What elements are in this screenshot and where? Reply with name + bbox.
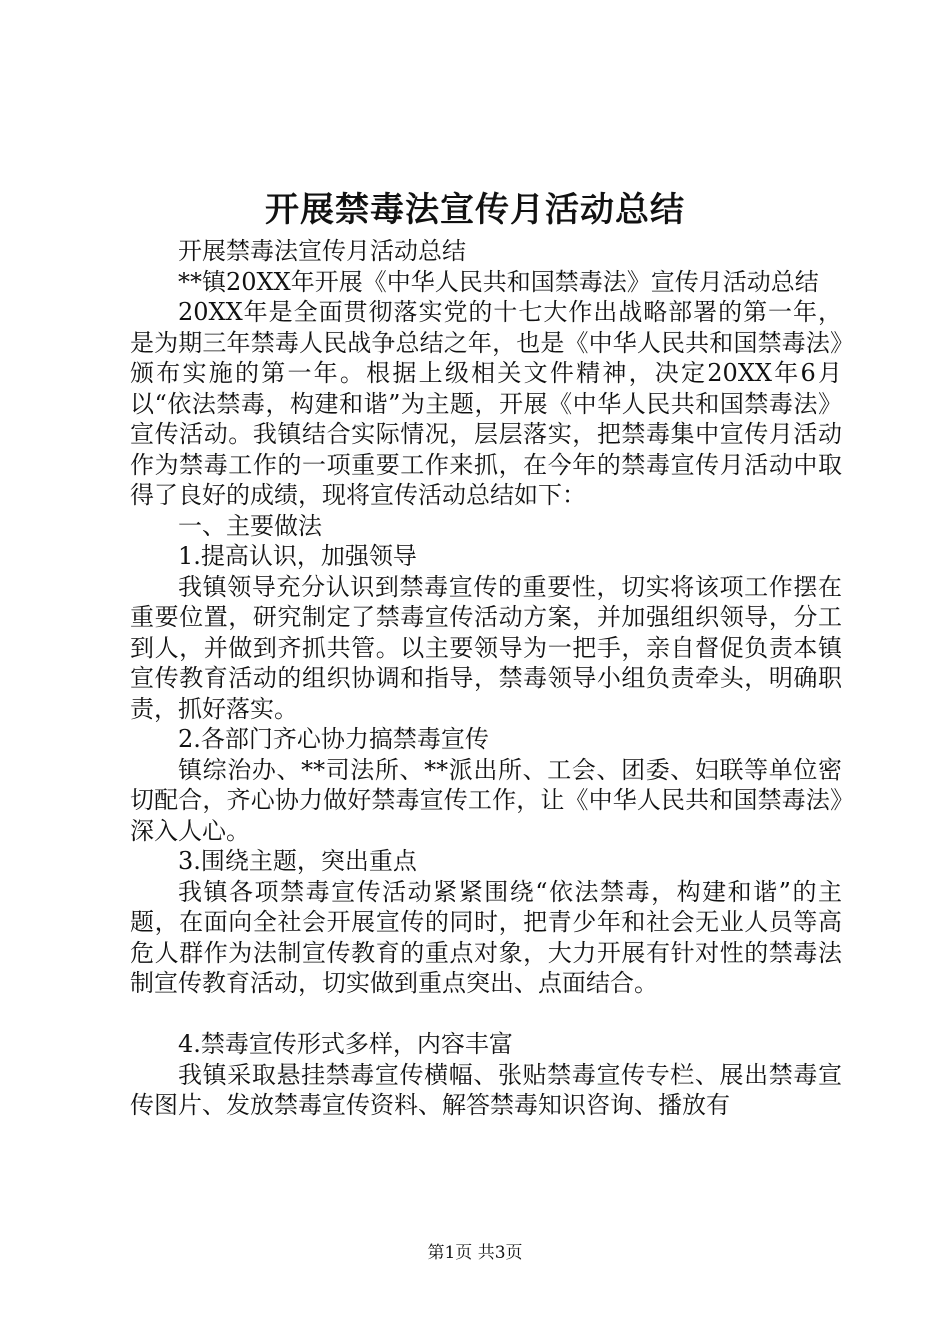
subheading-3: 3.围绕主题，突出重点 — [178, 847, 417, 875]
paragraph-4: 我镇采取悬挂禁毒宣传横幅、张贴禁毒宣传专栏、展出禁毒宣传图片、发放禁毒宣传资料、解答禁毒知识咨询、播放有 — [130, 1060, 842, 1119]
document-title: 开展禁毒法宣传月活动总结 — [265, 190, 685, 230]
subheading-4: 4.禁毒宣传形式多样，内容丰富 — [178, 1030, 513, 1058]
section-heading-main-methods: 一、主要做法 — [178, 511, 322, 540]
paragraph-3: 我镇各项禁毒宣传活动紧紧围绕“依法禁毒，构建和谐”的主题，在面向全社会开展宣传的同时，把青少年和社会无业人员等高危人群作为法制宣传教育的重点对象，大力开展有针对性的禁毒法制宣传教育活动，切实做到重点突出、点面结合。 — [130, 877, 842, 997]
subheading-2: 2.各部门齐心协力搞禁毒宣传 — [178, 725, 489, 753]
paragraph-1: 我镇领导充分认识到禁毒宣传的重要性，切实将该项工作摆在重要位置，研究制定了禁毒宣传活动方案，并加强组织领导，分工到人，并做到齐抓共管。以主要领导为一把手，亲自督促负责本镇宣传教育活动的组织协调和指导，禁毒领导小组负责牵头，明确职责，抓好落实。 — [130, 572, 842, 723]
page-footer: 第1页 共3页 — [427, 1243, 523, 1263]
paragraph-subtitle: **镇20XX年开展《中华人民共和国禁毒法》宣传月活动总结 — [178, 267, 819, 296]
paragraph-heading-repeat: 开展禁毒法宣传月活动总结 — [178, 237, 466, 265]
subheading-1: 1.提高认识，加强领导 — [178, 542, 417, 570]
document-body — [130, 236, 842, 1121]
paragraph-2: 镇综治办、**司法所、**派出所、工会、团委、妇联等单位密切配合，齐心协力做好禁毒宣传工作，让《中华人民共和国禁毒法》深入人心。 — [130, 755, 842, 845]
paragraph-intro: 20XX年是全面贯彻落实党的十七大作出战略部署的第一年，是为期三年禁毒人民战争总结之年，也是《中华人民共和国禁毒法》颁布实施的第一年。根据上级相关文件精神，决定20XX年6月以“依法禁毒，构建和谐”为主题，开展《中华人民共和国禁毒法》宣传活动。我镇结合实际情况，层层落实，把禁毒集中宣传月活动作为禁毒工作的一项重要工作来抓，在今年的禁毒宣传月活动中取得了良好的成绩，现将宣传活动总结如下： — [130, 298, 842, 509]
